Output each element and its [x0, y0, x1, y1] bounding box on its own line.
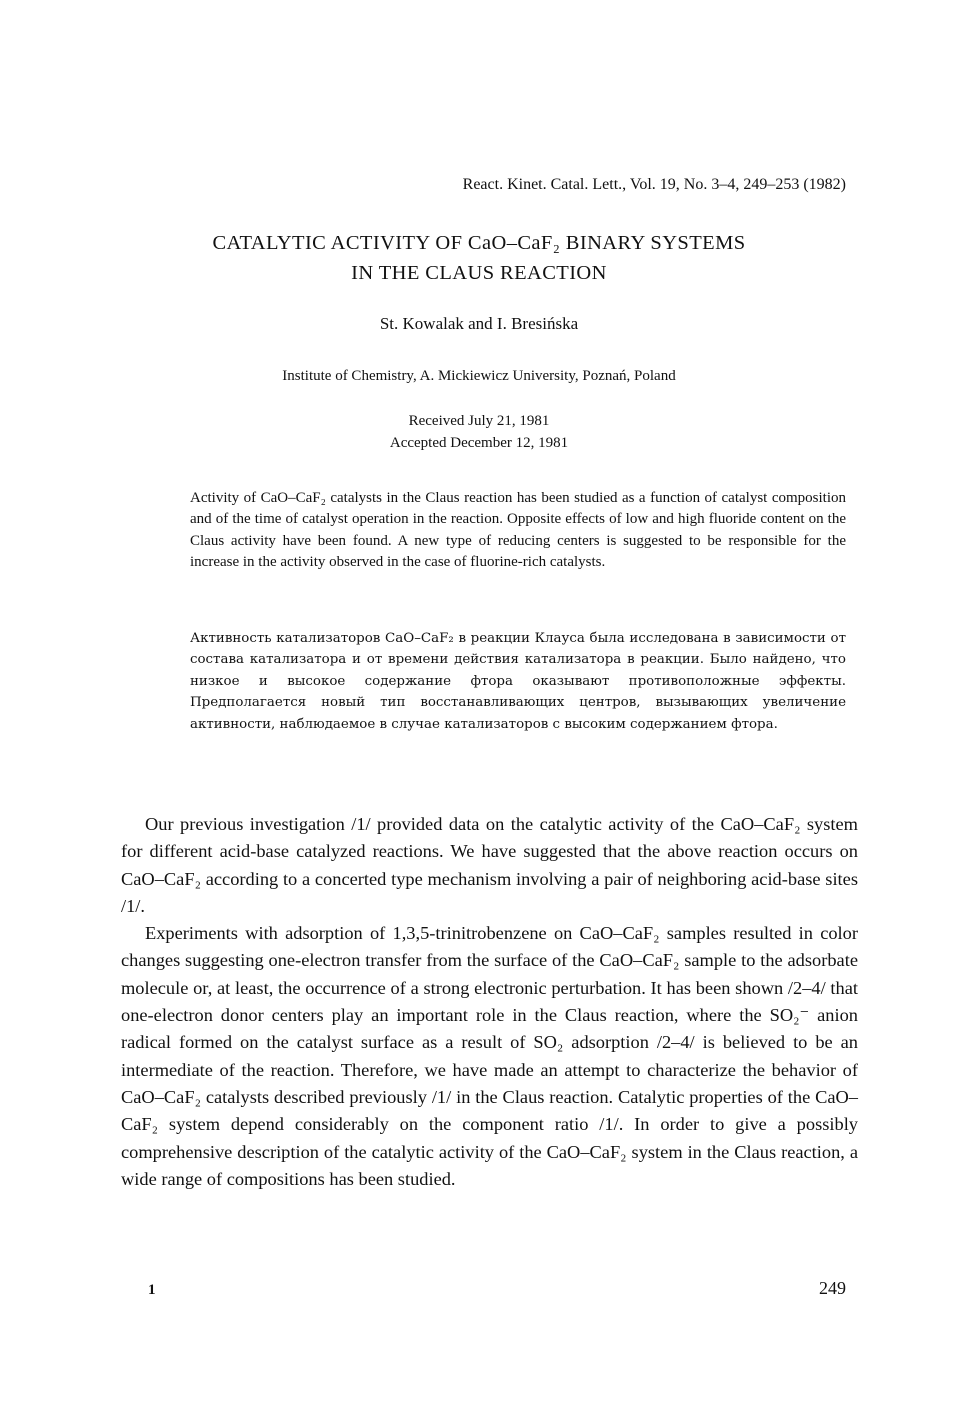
authors: St. Kowalak and I. Bresińska: [379, 314, 579, 333]
title-line-1: CATALYTIC ACTIVITY OF CaO–CaF₂ BINARY SYSTEMS: [212, 232, 746, 254]
article-title: [0, 228, 958, 288]
affiliation: Institute of Chemistry, A. Mickiewicz University, Poznań, Poland: [282, 368, 676, 384]
abstract-russian: Активность катализаторов CaO–CaF₂ в реакции Клауса была исследована в зависимости от состава катализатора и от времени действия катализатора в реакции. Было найдено, что низкое и высокое содержание фтора оказывают противоположные эффекты. Предполагается новый тип восстанавливающих центров, вызывающих увеличение активности, наблюдаемое в случае катализаторов с высоким содержанием фтора.: [190, 631, 846, 732]
title-line-2: IN THE CLAUS REACTION: [351, 262, 607, 284]
journal-citation: React. Kinet. Catal. Lett., Vol. 19, No. 3–4, 249–253 (1982): [462, 176, 846, 193]
submission-dates: [0, 410, 958, 454]
body-paragraph-2: Experiments with adsorption of 1,3,5-trinitrobenzene on CaO–CaF₂ samples resulted in color changes suggesting one-electron transfer from the surface of the CaO–CaF₂ sample to the adsorbate molecule or, at least, the occurrence of a strong electronic perturbation. It has been shown /2–4/ that one-electron donor centers play an important role in the Claus reaction, where the SO₂⁻ anion radical formed on the catalyst surface as a result of SO₂ adsorption /2–4/ is believed to be an intermediate of the reaction. Therefore, we have made an attempt to characterize the behavior of CaO–CaF₂ catalysts described previously /1/ in the Claus reaction. Catalytic properties of the CaO–CaF₂ system depend considerably on the component ratio /1/. In order to give a possibly comprehensive description of the catalytic activity of the CaO–CaF₂ system in the Claus reaction, a wide range of compositions has been studied.: [121, 923, 858, 1189]
received-date: Received July 21, 1981: [408, 413, 550, 429]
abstract-english: Activity of CaO–CaF₂ catalysts in the Claus reaction has been studied as a function of catalyst composition and of the time of catalyst operation in the reaction. Opposite effects of low and high fluoride content on the Claus activity have been found. A new type of reducing centers is suggested to be responsible for the increase in the activity observed in the case of fluorine-rich catalysts.: [190, 490, 846, 571]
page-number: 249: [819, 1278, 846, 1298]
signature-mark: 1: [148, 1282, 156, 1298]
body-text: [121, 811, 858, 1193]
body-paragraph-1: Our previous investigation /1/ provided data on the catalytic activity of the CaO–CaF₂ system for different acid-base catalyzed reactions. We have suggested that the above reaction occurs on CaO–CaF₂ according to a concerted type mechanism involving a pair of neighboring acid-base sites /1/.: [121, 814, 858, 916]
accepted-date: Accepted December 12, 1981: [389, 435, 569, 451]
